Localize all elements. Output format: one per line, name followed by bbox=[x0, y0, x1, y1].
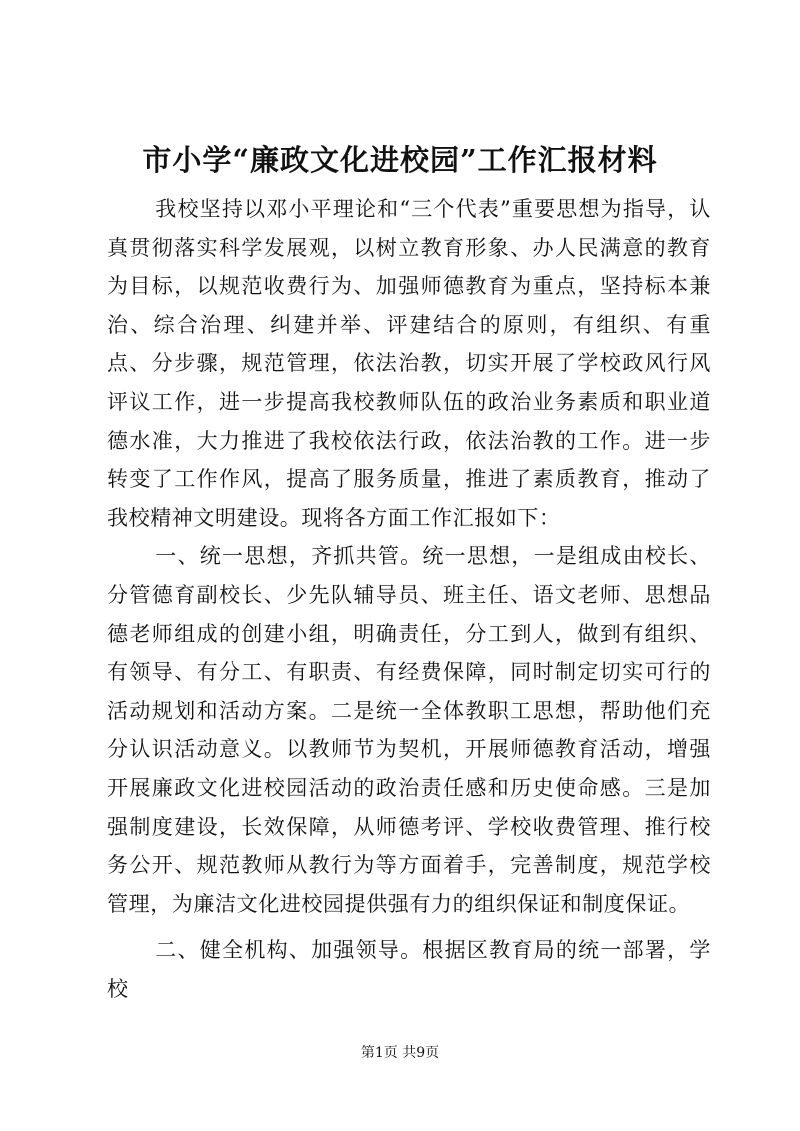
paragraph-section-two: 二、健全机构、加强领导。根据区教育局的统一部署，学校 bbox=[107, 938, 711, 1001]
paragraph-intro: 我校坚持以邓小平理论和“三个代表”重要思想为指导，认真贯彻落实科学发展观，以树立教育形象、办人民满意的教育为目标，以规范收费行为、加强师德教育为重点，坚持标本兼治、综合治理、纠建并举、评建结合的原则，有组织、有重点、分步骤，规范管理，依法治教，切实开展了学校政风行风评议工作，进一步提高我校教师队伍的政治业务素质和职业道德水准，大力推进了我校依法行政，依法治教的工作。进一步转变了工作作风，提高了服务质量，推进了素质教育，推动了我校精神文明建设。现将各方面工作汇报如下： bbox=[107, 197, 711, 530]
paragraph-section-one: 一、统一思想，齐抓共管。统一思想，一是组成由校长、分管德育副校长、少先队辅导员、班主任、语文老师、思想品德老师组成的创建小组，明确责任，分工到人，做到有组织、有领导、有分工、有职责、有经费保障，同时制定切实可行的活动规划和活动方案。二是统一全体教职工思想，帮助他们充分认识活动意义。以教师节为契机，开展师德教育活动，增强开展廉政文化进校园活动的政治责任感和历史使命感。三是加强制度建设，长效保障，从师德考评、学校收费管理、推行校务公开、规范教师从教行为等方面着手，完善制度，规范学校管理，为廉洁文化进校园提供强有力的组织保证和制度保证。 bbox=[107, 544, 711, 916]
document-title: 市小学“廉政文化进校园”工作汇报材料 bbox=[142, 143, 658, 177]
page-footer: 第1页 共9页 bbox=[360, 1045, 440, 1061]
document-body bbox=[107, 190, 711, 1008]
